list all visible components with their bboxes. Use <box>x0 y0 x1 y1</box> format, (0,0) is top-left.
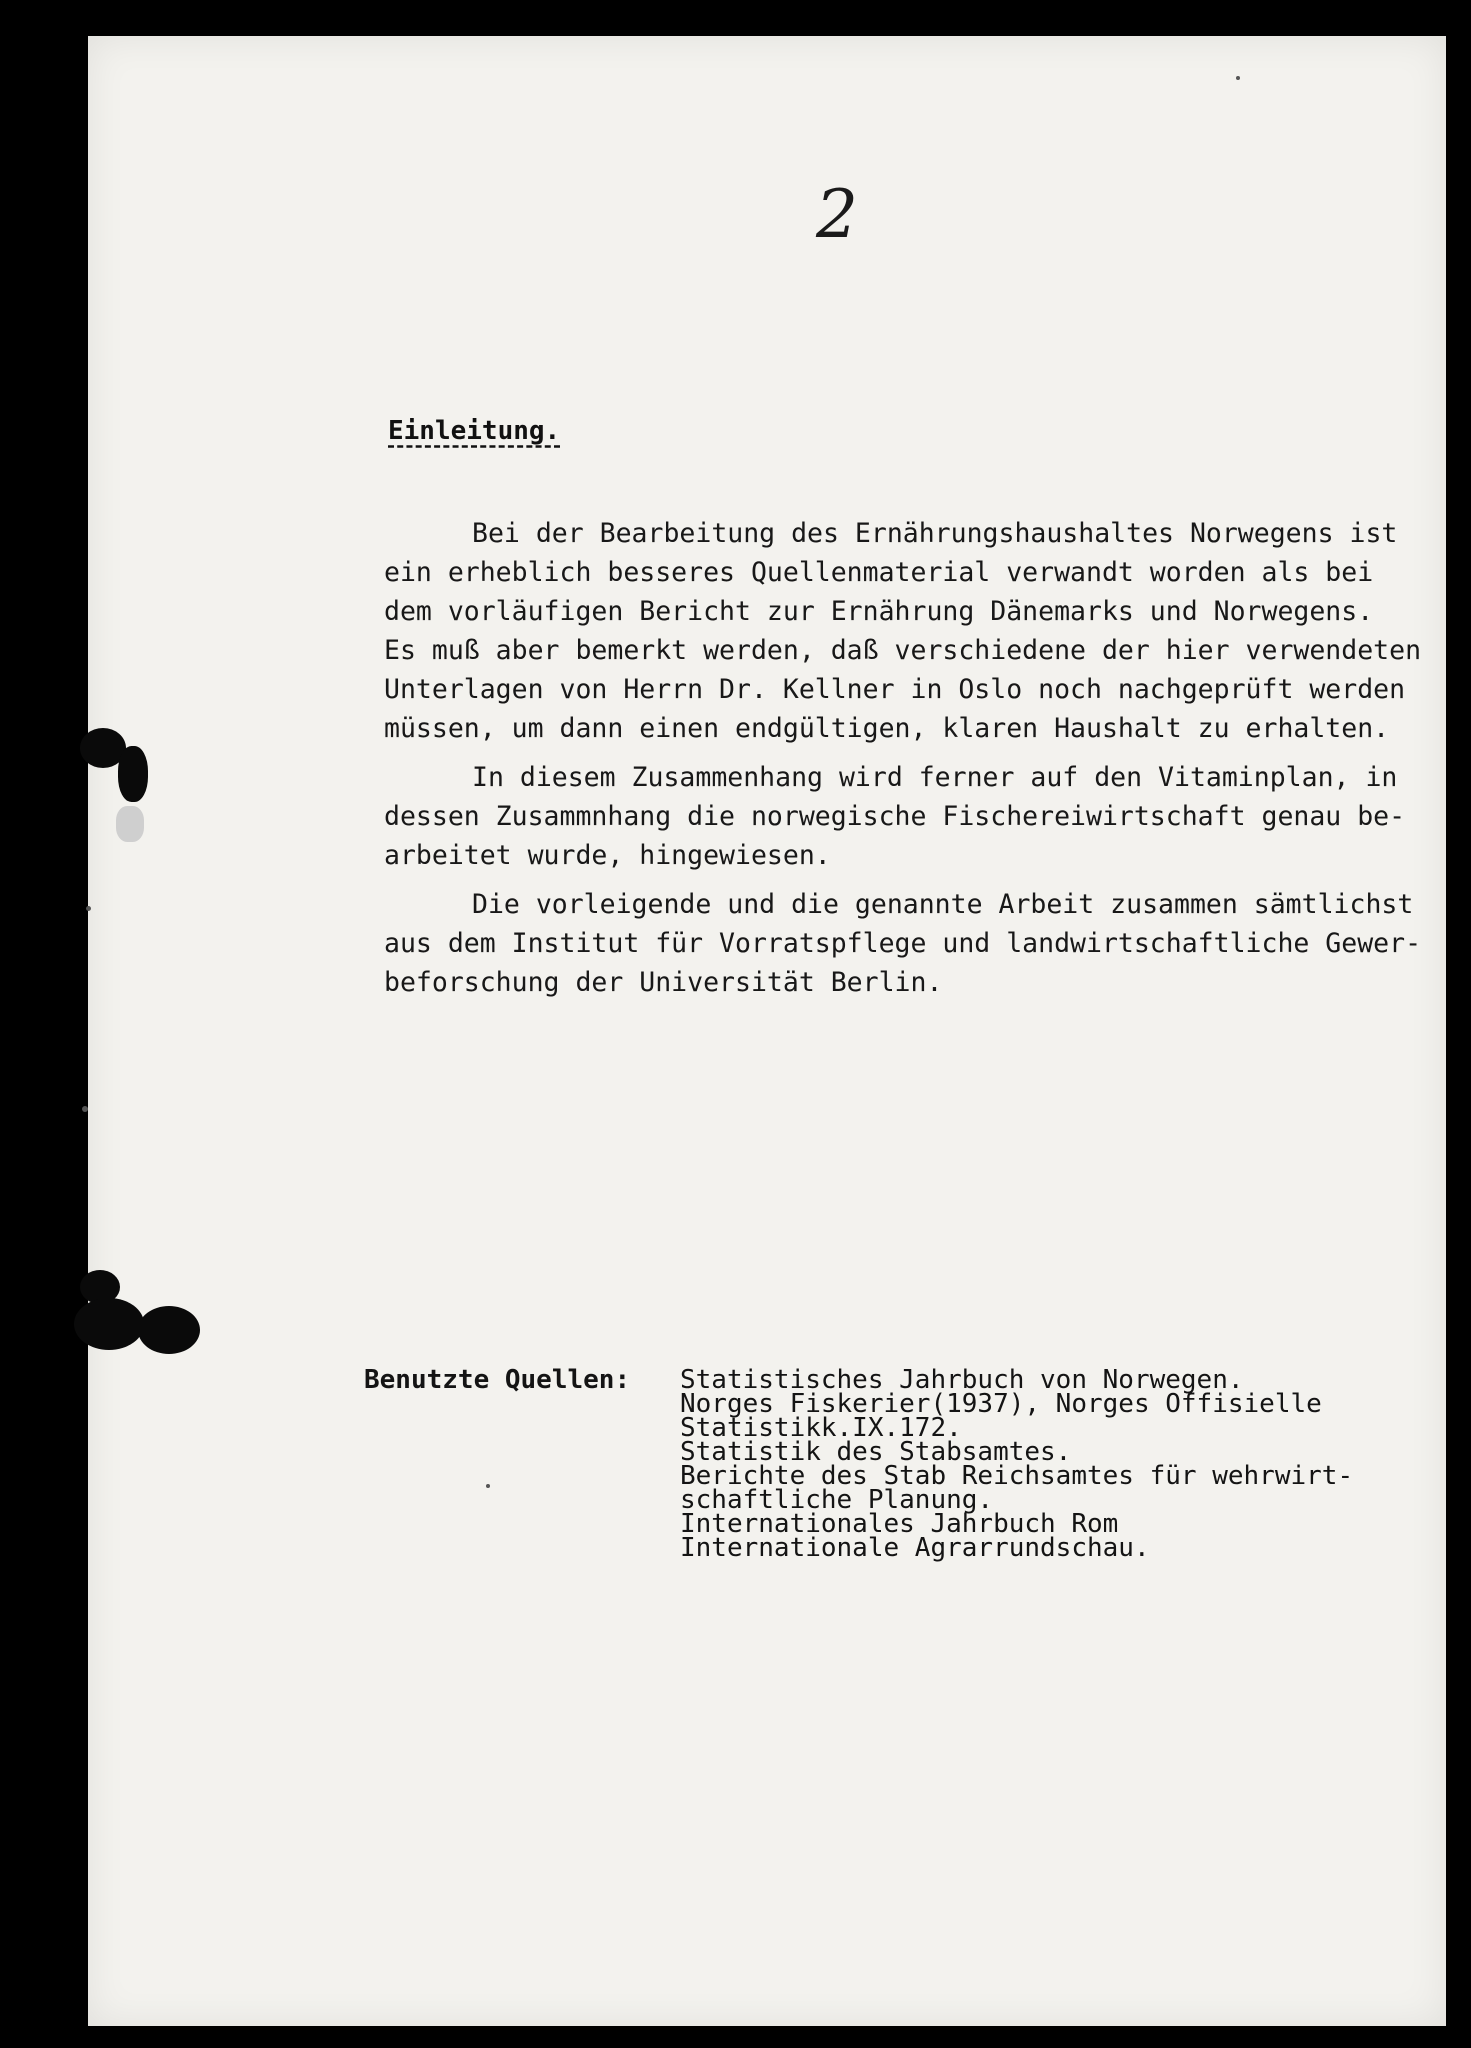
text-line: Bei der Bearbeitung des Ernährungshaushaltes Norwegens ist <box>472 518 1398 549</box>
sources-label: Benutzte Quellen: <box>364 1365 631 1395</box>
text-line: dessen Zusammnhang die norwegische Fischereiwirtschaft genau be- <box>384 801 1406 832</box>
source-item: schaftliche Planung. <box>680 1485 994 1515</box>
handwritten-page-number: 2 <box>816 176 858 253</box>
text-line: Die vorleigende und die genannte Arbeit zusammen sämtlichst <box>472 889 1414 920</box>
paper-speck <box>86 906 91 911</box>
text-line: dem vorläufigen Bericht zur Ernährung Dänemarks und Norwegens. <box>384 596 1374 627</box>
ink-blot <box>138 1306 200 1354</box>
paper-speck <box>486 1484 490 1488</box>
text-line: ein erheblich besseres Quellenmaterial verwandt worden als bei <box>384 557 1374 588</box>
document-page <box>88 36 1446 2026</box>
source-item: Norges Fiskerier(1937), Norges Offisielle <box>680 1389 1322 1419</box>
paper-speck <box>1236 76 1240 80</box>
section-heading: Einleitung. <box>388 416 561 446</box>
source-item: Berichte des Stab Reichsamtes für wehrwirt- <box>680 1461 1354 1491</box>
text-line: müssen, um dann einen endgültigen, klaren Haushalt zu erhalten. <box>384 713 1390 744</box>
paragraph-3 <box>384 885 1471 1002</box>
text-line: beforschung der Universität Berlin. <box>384 967 943 998</box>
text-line: aus dem Institut für Vorratspflege und landwirtschaftliche Gewer- <box>384 928 1422 959</box>
source-item: Statistik des Stabsamtes. <box>680 1437 1072 1467</box>
paper-speck <box>82 1106 88 1112</box>
text-line: Unterlagen von Herrn Dr. Kellner in Oslo noch nachgeprüft werden <box>384 674 1406 705</box>
paragraph-2 <box>384 758 1471 875</box>
text-line: In diesem Zusammenhang wird ferner auf den Vitaminplan, in <box>472 762 1398 793</box>
sources-list <box>680 1365 1354 1563</box>
source-item: Statistikk.IX.172. <box>680 1413 962 1443</box>
ink-blot <box>116 806 144 842</box>
source-item: Internationales Jahrbuch Rom <box>680 1509 1119 1539</box>
source-item: Statistisches Jahrbuch von Norwegen. <box>680 1365 1244 1395</box>
source-item: Internationale Agrarrundschau. <box>680 1533 1150 1563</box>
text-line: Es muß aber bemerkt werden, daß verschiedene der hier verwendeten <box>384 635 1422 666</box>
ink-blot <box>74 1298 144 1350</box>
body-text <box>384 514 1471 1012</box>
paragraph-1 <box>384 514 1471 748</box>
ink-blot <box>118 746 148 802</box>
text-line: arbeitet wurde, hingewiesen. <box>384 840 831 871</box>
